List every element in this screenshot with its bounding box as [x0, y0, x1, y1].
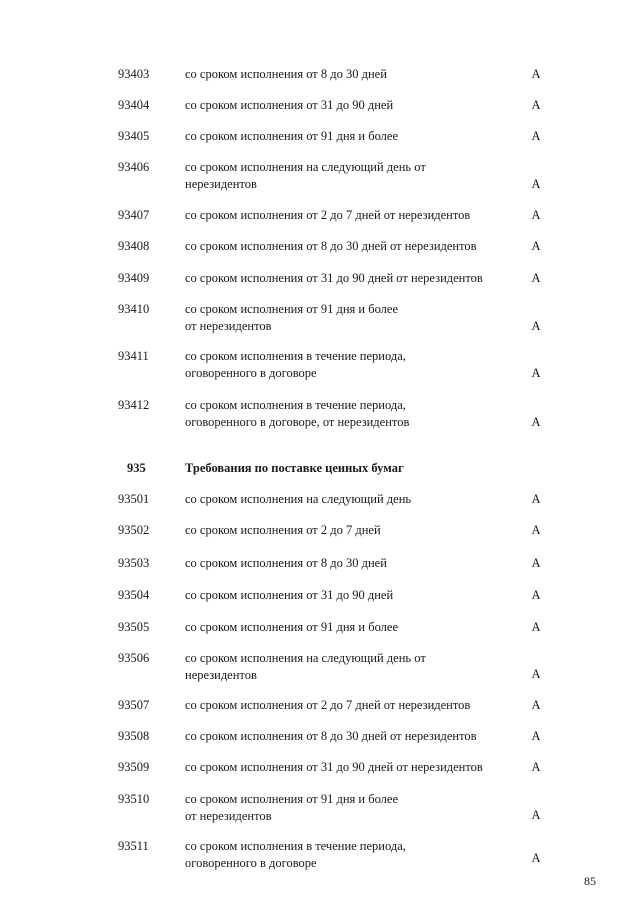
account-type-mark: А	[531, 492, 541, 506]
account-type-mark: А	[531, 667, 541, 681]
account-description: со сроком исполнения от 31 до 90 дней	[185, 98, 394, 112]
account-type-mark: А	[531, 129, 541, 143]
account-type-mark: А	[531, 177, 541, 191]
account-code: 93404	[118, 98, 150, 112]
account-description: со сроком исполнения от 8 до 30 дней	[185, 67, 387, 81]
account-type-mark: А	[531, 271, 541, 285]
account-description	[185, 791, 515, 825]
account-description	[185, 159, 515, 193]
account-code: 93407	[118, 208, 150, 222]
account-description: со сроком исполнения от 31 до 90 дней от нерезидентов	[185, 760, 483, 774]
account-type-mark: А	[531, 556, 541, 570]
account-type-mark: А	[531, 208, 541, 222]
account-code: 93507	[118, 698, 150, 712]
account-code: 93506	[118, 651, 150, 665]
account-description: со сроком исполнения от 31 до 90 дней	[185, 588, 394, 602]
account-type-mark: А	[531, 67, 541, 81]
description-line: со сроком исполнения в течение периода,	[185, 398, 406, 412]
account-description	[185, 838, 515, 872]
account-type-mark: А	[531, 851, 541, 865]
account-type-mark: А	[531, 729, 541, 743]
account-code: 93510	[118, 792, 150, 806]
account-code: 93502	[118, 523, 150, 537]
description-line: со сроком исполнения в течение периода,	[185, 839, 406, 853]
description-line: со сроком исполнения в течение периода,	[185, 349, 406, 363]
description-line: от нерезидентов	[185, 809, 272, 823]
section-code: 935	[127, 461, 146, 475]
account-code: 93508	[118, 729, 150, 743]
description-line: нерезидентов	[185, 668, 257, 682]
description-line: оговоренного в договоре	[185, 856, 317, 870]
account-type-mark: А	[531, 239, 541, 253]
account-type-mark: А	[531, 415, 541, 429]
account-code: 93408	[118, 239, 150, 253]
account-description: со сроком исполнения от 8 до 30 дней от нерезидентов	[185, 729, 477, 743]
description-line: оговоренного в договоре	[185, 366, 317, 380]
account-code: 93504	[118, 588, 150, 602]
account-description: со сроком исполнения на следующий день	[185, 492, 412, 506]
account-description: со сроком исполнения от 91 дня и более	[185, 620, 399, 634]
account-description: со сроком исполнения от 2 до 7 дней	[185, 523, 381, 537]
account-description	[185, 348, 515, 382]
account-code: 93403	[118, 67, 150, 81]
account-description	[185, 301, 515, 335]
account-code: 93509	[118, 760, 150, 774]
description-line: со сроком исполнения на следующий день от	[185, 160, 426, 174]
account-description: со сроком исполнения от 8 до 30 дней	[185, 556, 387, 570]
account-code: 93410	[118, 302, 150, 316]
description-line: оговоренного в договоре, от нерезидентов	[185, 415, 410, 429]
account-code: 93503	[118, 556, 150, 570]
account-type-mark: А	[531, 760, 541, 774]
account-type-mark: А	[531, 366, 541, 380]
account-description: со сроком исполнения от 8 до 30 дней от нерезидентов	[185, 239, 477, 253]
account-code: 93405	[118, 129, 150, 143]
description-line: от нерезидентов	[185, 319, 272, 333]
section-title: Требования по поставке ценных бумаг	[185, 461, 404, 475]
account-type-mark: А	[531, 319, 541, 333]
account-type-mark: А	[531, 620, 541, 634]
description-line: нерезидентов	[185, 177, 257, 191]
account-type-mark: А	[531, 698, 541, 712]
account-code: 93511	[118, 839, 149, 853]
account-description	[185, 397, 515, 431]
description-line: со сроком исполнения от 91 дня и более	[185, 792, 399, 806]
account-type-mark: А	[531, 808, 541, 822]
description-line: со сроком исполнения на следующий день от	[185, 651, 426, 665]
account-code: 93501	[118, 492, 150, 506]
account-code: 93411	[118, 349, 149, 363]
account-type-mark: А	[531, 588, 541, 602]
account-type-mark: А	[531, 523, 541, 537]
account-code: 93505	[118, 620, 150, 634]
account-type-mark: А	[531, 98, 541, 112]
account-description: со сроком исполнения от 91 дня и более	[185, 129, 399, 143]
account-description: со сроком исполнения от 31 до 90 дней от нерезидентов	[185, 271, 483, 285]
account-code: 93409	[118, 271, 150, 285]
account-description	[185, 650, 515, 684]
account-code: 93412	[118, 398, 150, 412]
account-code: 93406	[118, 160, 150, 174]
description-line: со сроком исполнения от 91 дня и более	[185, 302, 399, 316]
account-description: со сроком исполнения от 2 до 7 дней от нерезидентов	[185, 208, 471, 222]
account-description: со сроком исполнения от 2 до 7 дней от нерезидентов	[185, 698, 471, 712]
page-number: 85	[584, 874, 596, 888]
